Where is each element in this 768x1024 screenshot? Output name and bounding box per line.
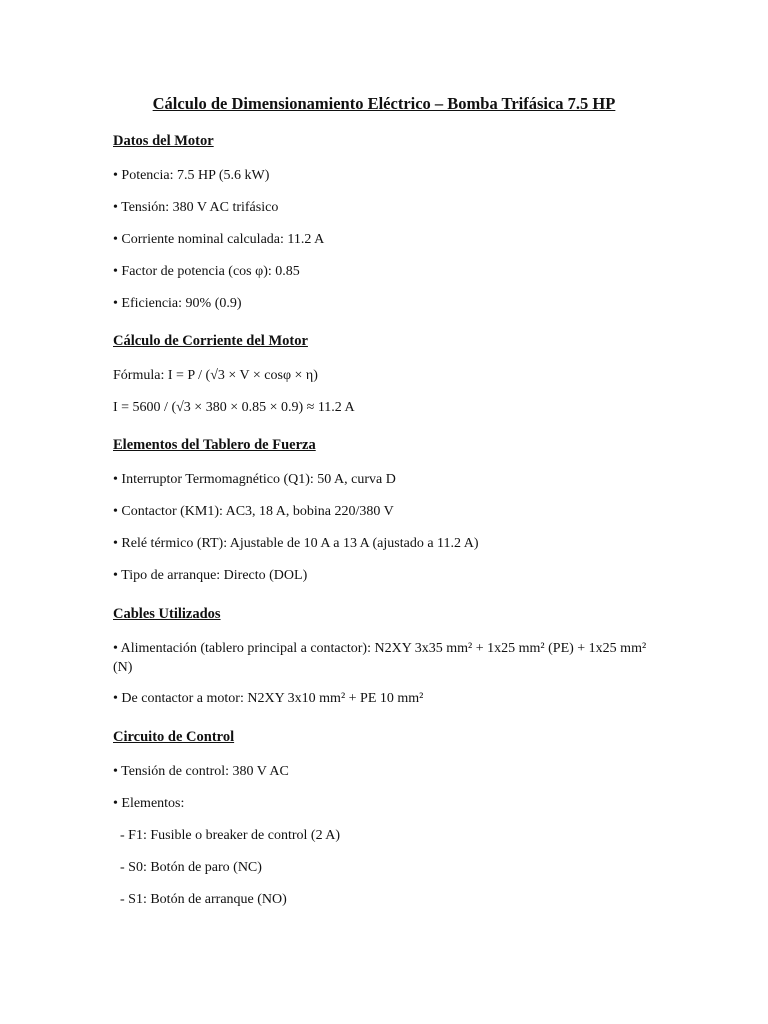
formula-line: Fórmula: I = P / (√3 × V × cosφ × η) [113, 368, 318, 383]
formula-result-line: I = 5600 / (√3 × 380 × 0.85 × 0.9) ≈ 11.2 A [113, 400, 355, 415]
motor-data-line: • Factor de potencia (cos φ): 0.85 [113, 264, 300, 279]
control-circuit-line: • Elementos: [113, 796, 185, 811]
section-heading-cables: Cables Utilizados [113, 606, 221, 622]
control-circuit-item: - F1: Fusible o breaker de control (2 A) [113, 828, 341, 843]
control-circuit-line: • Tensión de control: 380 V AC [113, 764, 289, 779]
section-heading-tablero-fuerza: Elementos del Tablero de Fuerza [113, 437, 316, 453]
control-circuit-item: - S0: Botón de paro (NC) [113, 860, 262, 875]
motor-data-line: • Eficiencia: 90% (0.9) [113, 296, 242, 311]
motor-data-line: • Tensión: 380 V AC trifásico [113, 200, 279, 215]
cable-line: • Alimentación (tablero principal a contactor): N2XY 3x35 mm² + 1x25 mm² (PE) + 1x25 mm² (N) [113, 641, 647, 675]
section-heading-datos-motor: Datos del Motor [113, 133, 214, 149]
section-heading-circuito-control: Circuito de Control [113, 729, 235, 745]
panel-element-line: • Relé térmico (RT): Ajustable de 10 A a 13 A (ajustado a 11.2 A) [113, 536, 479, 551]
motor-data-line: • Corriente nominal calculada: 11.2 A [113, 232, 325, 247]
panel-element-line: • Interruptor Termomagnético (Q1): 50 A, curva D [113, 472, 396, 487]
section-heading-calculo-corriente: Cálculo de Corriente del Motor [113, 333, 308, 349]
document-title: Cálculo de Dimensionamiento Eléctrico – Bomba Trifásica 7.5 HP [152, 94, 616, 113]
motor-data-line: • Potencia: 7.5 HP (5.6 kW) [113, 168, 270, 183]
control-circuit-item: - S1: Botón de arranque (NO) [113, 892, 287, 907]
panel-element-line: • Tipo de arranque: Directo (DOL) [113, 568, 308, 583]
panel-element-line: • Contactor (KM1): AC3, 18 A, bobina 220/380 V [113, 504, 394, 519]
cable-line: • De contactor a motor: N2XY 3x10 mm² + PE 10 mm² [113, 691, 424, 706]
